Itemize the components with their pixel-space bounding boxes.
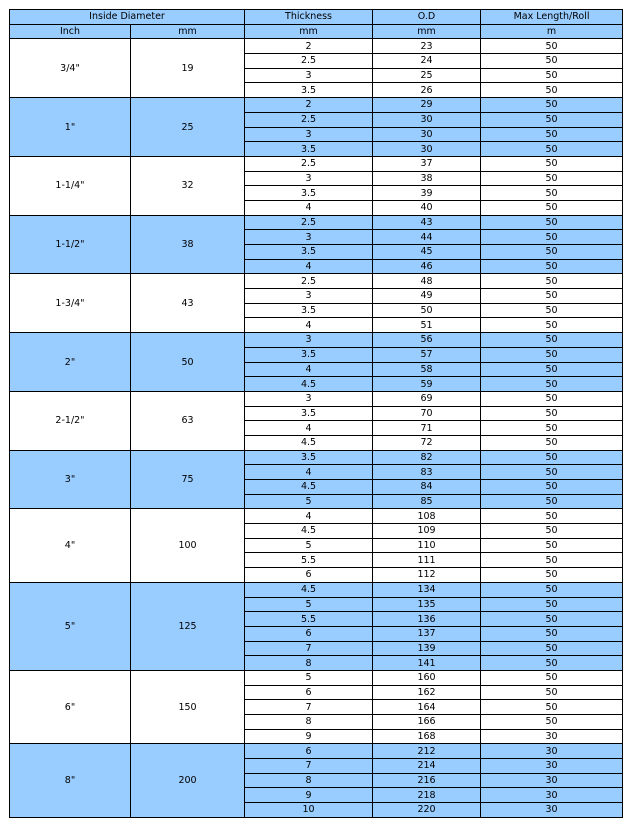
max-length-cell: 50 — [481, 171, 623, 186]
od-cell: 166 — [373, 715, 481, 730]
max-length-cell: 50 — [481, 333, 623, 348]
od-cell: 69 — [373, 391, 481, 406]
thickness-cell: 6 — [245, 744, 373, 759]
thickness-cell: 3.5 — [245, 142, 373, 157]
od-cell: 30 — [373, 112, 481, 127]
header-thickness: Thickness — [245, 10, 373, 25]
thickness-cell: 9 — [245, 729, 373, 744]
thickness-cell: 4 — [245, 259, 373, 274]
od-cell: 162 — [373, 685, 481, 700]
thickness-cell: 3.5 — [245, 186, 373, 201]
max-length-cell: 50 — [481, 538, 623, 553]
inside-diameter-inch: 8" — [10, 744, 131, 817]
max-length-cell: 30 — [481, 759, 623, 774]
max-length-cell: 50 — [481, 480, 623, 495]
thickness-cell: 5.5 — [245, 612, 373, 627]
thickness-cell: 3 — [245, 289, 373, 304]
table-row — [10, 450, 623, 465]
inside-diameter-inch: 5" — [10, 582, 131, 670]
thickness-cell: 3 — [245, 171, 373, 186]
inside-diameter-mm: 63 — [131, 391, 245, 450]
thickness-cell: 3 — [245, 127, 373, 142]
table-row — [10, 98, 623, 113]
max-length-cell: 50 — [481, 274, 623, 289]
thickness-cell: 3 — [245, 391, 373, 406]
unit-inch: Inch — [10, 24, 131, 39]
thickness-cell: 8 — [245, 656, 373, 671]
thickness-cell: 2.5 — [245, 156, 373, 171]
od-cell: 59 — [373, 377, 481, 392]
max-length-cell: 50 — [481, 450, 623, 465]
od-cell: 214 — [373, 759, 481, 774]
max-length-cell: 50 — [481, 391, 623, 406]
inside-diameter-mm: 32 — [131, 156, 245, 215]
od-cell: 137 — [373, 626, 481, 641]
inside-diameter-mm: 25 — [131, 98, 245, 157]
od-cell: 71 — [373, 421, 481, 436]
od-cell: 83 — [373, 465, 481, 480]
header-od: O.D — [373, 10, 481, 25]
thickness-cell: 6 — [245, 626, 373, 641]
max-length-cell: 50 — [481, 597, 623, 612]
thickness-cell: 3.5 — [245, 245, 373, 260]
table-row — [10, 274, 623, 289]
max-length-cell: 50 — [481, 509, 623, 524]
inside-diameter-mm: 100 — [131, 509, 245, 582]
od-cell: 110 — [373, 538, 481, 553]
thickness-cell: 2 — [245, 39, 373, 54]
max-length-cell: 50 — [481, 142, 623, 157]
thickness-cell: 2.5 — [245, 274, 373, 289]
inside-diameter-inch: 6" — [10, 670, 131, 743]
thickness-cell: 5 — [245, 597, 373, 612]
thickness-cell: 2.5 — [245, 215, 373, 230]
spec-table-container — [9, 9, 623, 818]
max-length-cell: 50 — [481, 245, 623, 260]
max-length-cell: 30 — [481, 803, 623, 818]
od-cell: 218 — [373, 788, 481, 803]
max-length-cell: 50 — [481, 406, 623, 421]
max-length-cell: 50 — [481, 377, 623, 392]
od-cell: 84 — [373, 480, 481, 495]
thickness-cell: 4 — [245, 362, 373, 377]
thickness-cell: 8 — [245, 715, 373, 730]
header-row — [10, 10, 623, 25]
od-cell: 23 — [373, 39, 481, 54]
thickness-cell: 4.5 — [245, 377, 373, 392]
max-length-cell: 50 — [481, 715, 623, 730]
thickness-cell: 4 — [245, 200, 373, 215]
max-length-cell: 50 — [481, 494, 623, 509]
od-cell: 40 — [373, 200, 481, 215]
thickness-cell: 3.5 — [245, 347, 373, 362]
thickness-cell: 4.5 — [245, 524, 373, 539]
od-cell: 168 — [373, 729, 481, 744]
inside-diameter-mm: 75 — [131, 450, 245, 509]
thickness-cell: 7 — [245, 759, 373, 774]
od-cell: 160 — [373, 670, 481, 685]
max-length-cell: 50 — [481, 127, 623, 142]
max-length-cell: 50 — [481, 303, 623, 318]
thickness-cell: 4 — [245, 465, 373, 480]
max-length-cell: 50 — [481, 318, 623, 333]
inside-diameter-mm: 150 — [131, 670, 245, 743]
od-cell: 82 — [373, 450, 481, 465]
inside-diameter-mm: 43 — [131, 274, 245, 333]
thickness-cell: 2.5 — [245, 54, 373, 69]
max-length-cell: 50 — [481, 289, 623, 304]
thickness-cell: 3.5 — [245, 303, 373, 318]
thickness-cell: 10 — [245, 803, 373, 818]
max-length-cell: 50 — [481, 68, 623, 83]
inside-diameter-inch: 1-3/4" — [10, 274, 131, 333]
max-length-cell: 50 — [481, 612, 623, 627]
od-cell: 46 — [373, 259, 481, 274]
od-cell: 44 — [373, 230, 481, 245]
od-cell: 48 — [373, 274, 481, 289]
thickness-cell: 4.5 — [245, 480, 373, 495]
inside-diameter-mm: 50 — [131, 333, 245, 392]
inside-diameter-mm: 200 — [131, 744, 245, 817]
od-cell: 30 — [373, 142, 481, 157]
max-length-cell: 50 — [481, 83, 623, 98]
thickness-cell: 3 — [245, 68, 373, 83]
thickness-cell: 6 — [245, 568, 373, 583]
thickness-cell: 6 — [245, 685, 373, 700]
od-cell: 56 — [373, 333, 481, 348]
max-length-cell: 50 — [481, 641, 623, 656]
od-cell: 43 — [373, 215, 481, 230]
max-length-cell: 50 — [481, 39, 623, 54]
max-length-cell: 50 — [481, 215, 623, 230]
od-cell: 25 — [373, 68, 481, 83]
od-cell: 50 — [373, 303, 481, 318]
max-length-cell: 50 — [481, 259, 623, 274]
max-length-cell: 50 — [481, 700, 623, 715]
thickness-cell: 4 — [245, 421, 373, 436]
thickness-cell: 4.5 — [245, 435, 373, 450]
max-length-cell: 50 — [481, 553, 623, 568]
table-row — [10, 333, 623, 348]
od-cell: 72 — [373, 435, 481, 450]
thickness-cell: 2.5 — [245, 112, 373, 127]
inside-diameter-inch: 4" — [10, 509, 131, 582]
unit-length: m — [481, 24, 623, 39]
table-row — [10, 391, 623, 406]
header-max-length: Max Length/Roll — [481, 10, 623, 25]
thickness-cell: 9 — [245, 788, 373, 803]
max-length-cell: 50 — [481, 347, 623, 362]
thickness-cell: 7 — [245, 700, 373, 715]
od-cell: 216 — [373, 773, 481, 788]
thickness-cell: 3 — [245, 333, 373, 348]
od-cell: 111 — [373, 553, 481, 568]
thickness-cell: 5 — [245, 538, 373, 553]
max-length-cell: 50 — [481, 200, 623, 215]
max-length-cell: 50 — [481, 685, 623, 700]
od-cell: 24 — [373, 54, 481, 69]
inside-diameter-mm: 38 — [131, 215, 245, 274]
max-length-cell: 50 — [481, 156, 623, 171]
spec-table-body — [10, 10, 623, 818]
od-cell: 49 — [373, 289, 481, 304]
table-row — [10, 156, 623, 171]
inside-diameter-mm: 125 — [131, 582, 245, 670]
max-length-cell: 30 — [481, 788, 623, 803]
od-cell: 212 — [373, 744, 481, 759]
max-length-cell: 50 — [481, 98, 623, 113]
od-cell: 112 — [373, 568, 481, 583]
inside-diameter-inch: 1-1/2" — [10, 215, 131, 274]
max-length-cell: 30 — [481, 773, 623, 788]
thickness-cell: 8 — [245, 773, 373, 788]
thickness-cell: 5.5 — [245, 553, 373, 568]
od-cell: 108 — [373, 509, 481, 524]
od-cell: 29 — [373, 98, 481, 113]
inside-diameter-inch: 3/4" — [10, 39, 131, 98]
od-cell: 135 — [373, 597, 481, 612]
max-length-cell: 50 — [481, 568, 623, 583]
thickness-cell: 4 — [245, 318, 373, 333]
max-length-cell: 30 — [481, 729, 623, 744]
unit-thickness: mm — [245, 24, 373, 39]
unit-mm: mm — [131, 24, 245, 39]
thickness-cell: 4 — [245, 509, 373, 524]
od-cell: 85 — [373, 494, 481, 509]
inside-diameter-inch: 1-1/4" — [10, 156, 131, 215]
thickness-cell: 4.5 — [245, 582, 373, 597]
thickness-cell: 7 — [245, 641, 373, 656]
max-length-cell: 50 — [481, 112, 623, 127]
hose-spec-table — [9, 9, 623, 818]
table-row — [10, 582, 623, 597]
max-length-cell: 50 — [481, 582, 623, 597]
od-cell: 26 — [373, 83, 481, 98]
max-length-cell: 50 — [481, 435, 623, 450]
table-row — [10, 670, 623, 685]
od-cell: 134 — [373, 582, 481, 597]
max-length-cell: 30 — [481, 744, 623, 759]
od-cell: 109 — [373, 524, 481, 539]
od-cell: 39 — [373, 186, 481, 201]
thickness-cell: 2 — [245, 98, 373, 113]
max-length-cell: 50 — [481, 465, 623, 480]
inside-diameter-inch: 1" — [10, 98, 131, 157]
thickness-cell: 3.5 — [245, 83, 373, 98]
max-length-cell: 50 — [481, 670, 623, 685]
od-cell: 51 — [373, 318, 481, 333]
thickness-cell: 3.5 — [245, 406, 373, 421]
table-row — [10, 744, 623, 759]
od-cell: 37 — [373, 156, 481, 171]
table-row — [10, 39, 623, 54]
od-cell: 164 — [373, 700, 481, 715]
od-cell: 58 — [373, 362, 481, 377]
thickness-cell: 5 — [245, 670, 373, 685]
table-row — [10, 509, 623, 524]
max-length-cell: 50 — [481, 54, 623, 69]
max-length-cell: 50 — [481, 186, 623, 201]
od-cell: 136 — [373, 612, 481, 627]
inside-diameter-inch: 3" — [10, 450, 131, 509]
unit-od: mm — [373, 24, 481, 39]
unit-row — [10, 24, 623, 39]
max-length-cell: 50 — [481, 362, 623, 377]
thickness-cell: 5 — [245, 494, 373, 509]
od-cell: 141 — [373, 656, 481, 671]
max-length-cell: 50 — [481, 230, 623, 245]
inside-diameter-inch: 2" — [10, 333, 131, 392]
thickness-cell: 3 — [245, 230, 373, 245]
od-cell: 70 — [373, 406, 481, 421]
max-length-cell: 50 — [481, 524, 623, 539]
od-cell: 38 — [373, 171, 481, 186]
od-cell: 57 — [373, 347, 481, 362]
od-cell: 45 — [373, 245, 481, 260]
table-row — [10, 215, 623, 230]
od-cell: 139 — [373, 641, 481, 656]
max-length-cell: 50 — [481, 421, 623, 436]
od-cell: 30 — [373, 127, 481, 142]
inside-diameter-inch: 2-1/2" — [10, 391, 131, 450]
od-cell: 220 — [373, 803, 481, 818]
max-length-cell: 50 — [481, 626, 623, 641]
max-length-cell: 50 — [481, 656, 623, 671]
inside-diameter-mm: 19 — [131, 39, 245, 98]
thickness-cell: 3.5 — [245, 450, 373, 465]
header-inside-diameter: Inside Diameter — [10, 10, 245, 25]
